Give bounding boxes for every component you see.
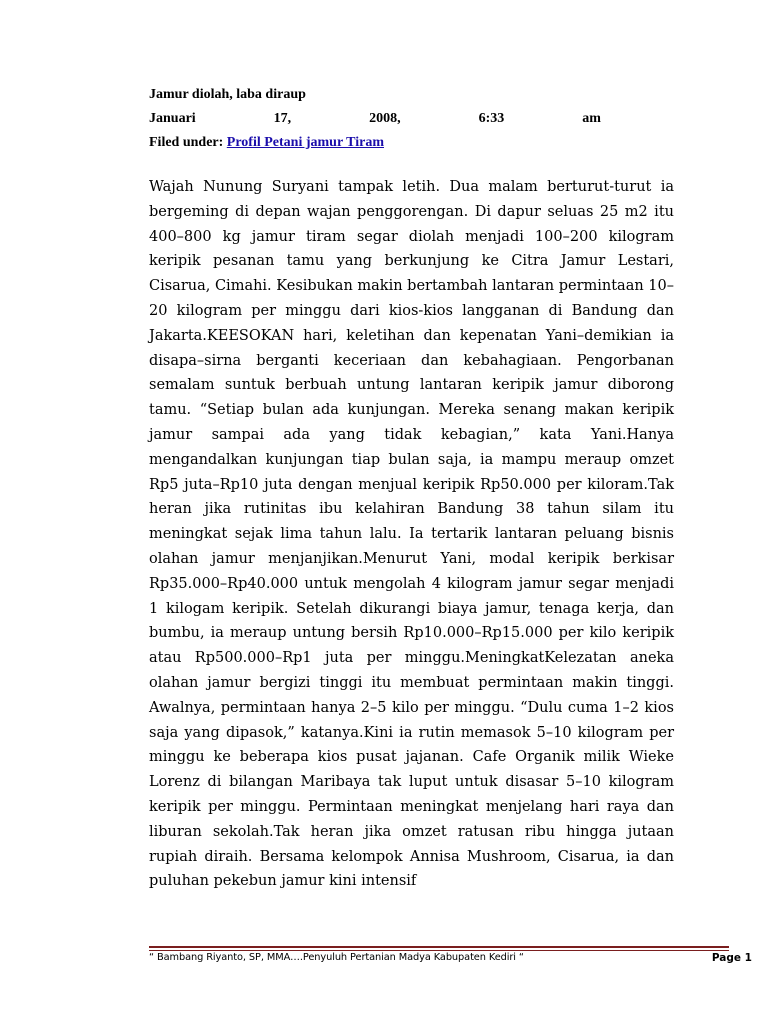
category-link[interactable]: Profil Petani jamur Tiram — [226, 135, 385, 150]
footer-divider — [149, 946, 729, 951]
article-body: Wajah Nunung Suryani tampak letih. Dua malam berturut-turut ia bergeming di depan wajan penggorengan. Di dapur seluas 25 m2 itu 400–800 kg jamur tiram segar diolah menjadi 100–200 kilogram keripik pesanan tamu yang berkunjung ke Citra Jamur Lestari, Cisarua, Cimahi. Kesibukan makin bertambah lantaran permintaan 10–20 kilogram per minggu dari kios-kios langganan di Bandung dan Jakarta.KEESOKAN hari, keletihan dan kepenatan Yani–demikian ia disapa–sirna berganti keceriaan dan kebahagiaan. Pengorbanan semalam suntuk berbuah untung lantaran keripik jamur diborong tamu. “Setiap bulan ada kunjungan. Mereka senang makan keripik jamur sampai ada yang tidak kebagian,” kata Yani.Hanya mengandalkan kunjungan tiap bulan saja, ia mampu meraup omzet Rp5 juta–Rp10 juta dengan menjual keripik Rp50.000 per kiloram.Tak heran jika rutinitas ibu kelahiran Bandung 38 tahun silam itu meningkat sejak lima tahun lalu. Ia tertarik lantaran peluang bisnis olahan jamur menjanjikan.Menurut Yani, modal keripik berkisar Rp35.000–Rp40.000 untuk mengolah 4 kilogram jamur segar menjadi 1 kilogam keripik. Setelah dikurangi biaya jamur, tenaga kerja, dan bumbu, ia meraup untung bersih Rp10.000–Rp15.000 per kilo keripik atau Rp500.000–Rp1 juta per minggu.MeningkatKelezatan aneka olahan jamur bergizi tinggi itu membuat permintaan makin tinggi. Awalnya, permintaan hanya 2–5 kilo per minggu. “Dulu cuma 1–2 kios saja yang dipasok,” katanya.Kini ia rutin memasok 5–10 kilogram per minggu ke beberapa kios pusat jajanan. Cafe Organik milik Wieke Lorenz di bilangan Maribaya tak luput untuk disasar 5–10 kilogram keripik per minggu. Permintaan meningkat menjelang hari raya dan liburan sekolah.Tak heran jika omzet ratusan ribu hingga jutaan rupiah diraih. Bersama kelompok Annisa Mushroom, Cisarua, ia dan puluhan pekebun jamur kini intensif — [149, 179, 674, 890]
footer-author-line: “ Bambang Riyanto, SP, MMA….Penyuluh Pertanian Madya Kabupaten Kediri “ — [149, 952, 524, 963]
date-month: Januari — [149, 111, 196, 126]
date-year: 2008, — [369, 111, 401, 126]
article-title: Jamur diolah, laba diraup — [149, 87, 306, 102]
page-number: Page 1 — [711, 952, 752, 964]
date-day: 17, — [273, 111, 292, 126]
filed-under-label: Filed under: — [149, 135, 224, 150]
date-ampm: am — [582, 111, 601, 126]
date-time: 6:33 — [478, 111, 505, 126]
post-date — [149, 110, 601, 128]
article-header — [149, 86, 601, 158]
filed-under — [149, 134, 601, 152]
